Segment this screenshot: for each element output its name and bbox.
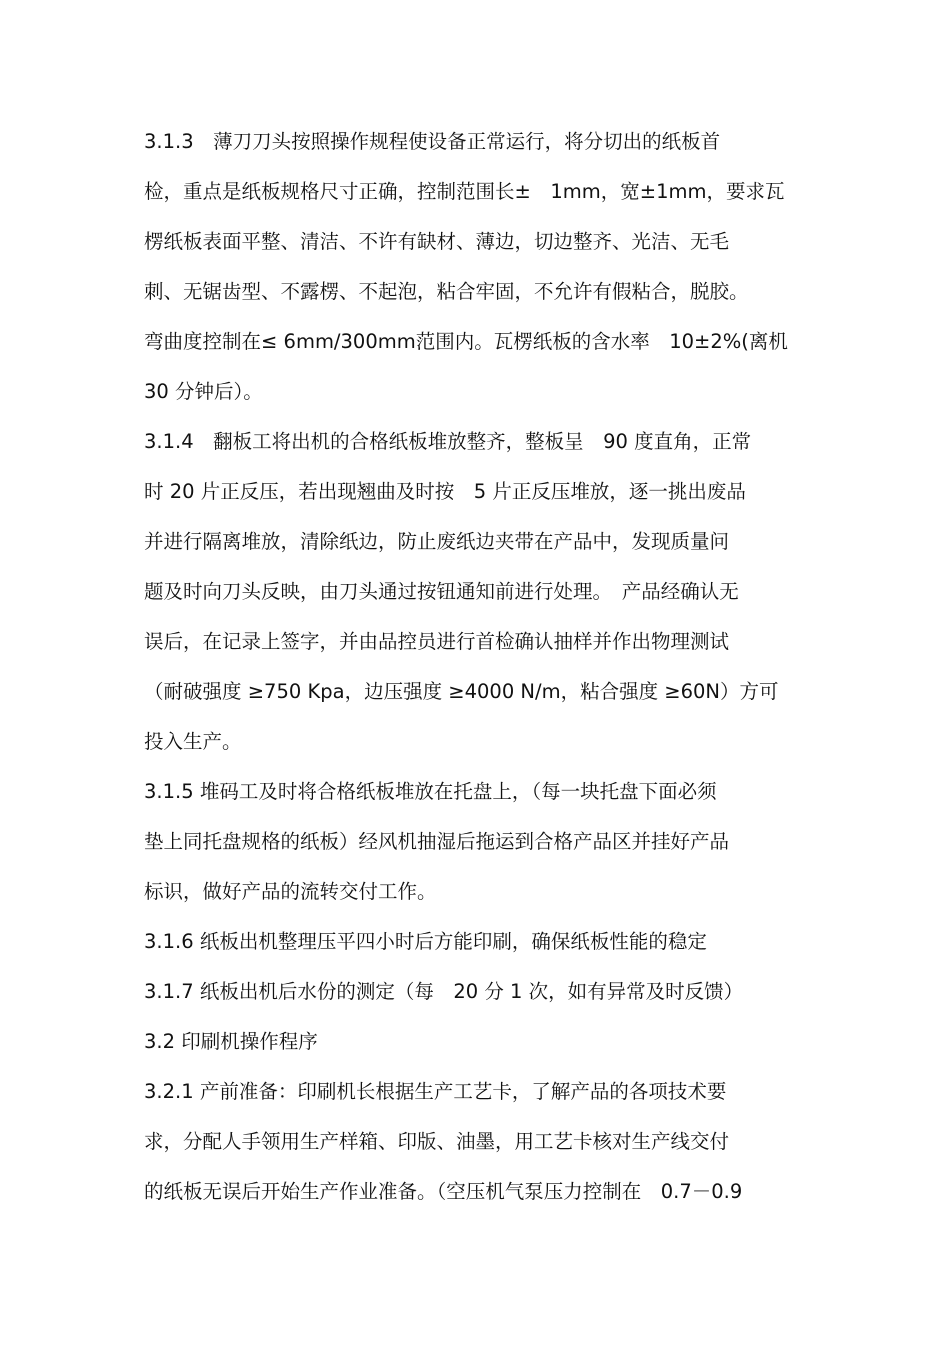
- text-line: 题及时向刀头反映，由刀头通过按钮通知前进行处理。 产品经确认无: [144, 580, 739, 603]
- text-line: 30 分钟后）。: [144, 380, 263, 403]
- text-line: 求，分配人手领用生产样箱、印版、油墨，用工艺卡核对生产线交付: [144, 1130, 730, 1153]
- text-line: 并进行隔离堆放，清除纸边，防止废纸边夹带在产品中，发现质量问: [144, 530, 730, 553]
- text-line-3-1-6: 3.1.6 纸板出机整理压平四小时后方能印刷，确保纸板性能的稳定: [144, 930, 707, 953]
- text-line: （耐破强度 ≥750 Kpa，边压强度 ≥4000 N/m，粘合强度 ≥60N）方可: [144, 680, 779, 703]
- text-line: 楞纸板表面平整、清洁、不许有缺材、薄边，切边整齐、光洁、无毛: [144, 230, 730, 253]
- text-line-3-1-4-start: 3.1.4 翻板工将出机的合格纸板堆放整齐，整板呈 90 度直角，正常: [144, 430, 752, 453]
- text-line: 弯曲度控制在≤ 6mm/300mm范围内。瓦楞纸板的含水率 10±2%(离机: [144, 330, 788, 353]
- text-line: 的纸板无误后开始生产作业准备。（空压机气泵压力控制在 0.7－0.9: [144, 1180, 743, 1203]
- text-line: 检，重点是纸板规格尺寸正确，控制范围长± 1mm，宽±1mm，要求瓦: [144, 180, 785, 203]
- text-line: 时 20 片正反压，若出现翘曲及时按 5 片正反压堆放，逐一挑出废品: [144, 480, 746, 503]
- text-line-3-1-5-start: 3.1.5 堆码工及时将合格纸板堆放在托盘上，（每一块托盘下面必须: [144, 780, 717, 803]
- text-line-3-2-1-start: 3.2.1 产前准备：印刷机长根据生产工艺卡，了解产品的各项技术要: [144, 1080, 727, 1103]
- section-heading-3-2: 3.2 印刷机操作程序: [144, 1030, 318, 1053]
- text-line: 垫上同托盘规格的纸板）经风机抽湿后拖运到合格产品区并挂好产品: [144, 830, 730, 853]
- text-line-3-1-3-start: 3.1.3 薄刀刀头按照操作规程使设备正常运行，将分切出的纸板首: [144, 130, 721, 153]
- text-line: 误后，在记录上签字，并由品控员进行首检确认抽样并作出物理测试: [144, 630, 730, 653]
- text-line: 刺、无锯齿型、不露楞、不起泡，粘合牢固，不允许有假粘合，脱胶。: [144, 280, 749, 303]
- text-line-3-1-7: 3.1.7 纸板出机后水份的测定（每 20 分 1 次，如有异常及时反馈）: [144, 980, 744, 1003]
- text-line: 投入生产。: [144, 730, 242, 753]
- text-line: 标识，做好产品的流转交付工作。: [144, 880, 437, 903]
